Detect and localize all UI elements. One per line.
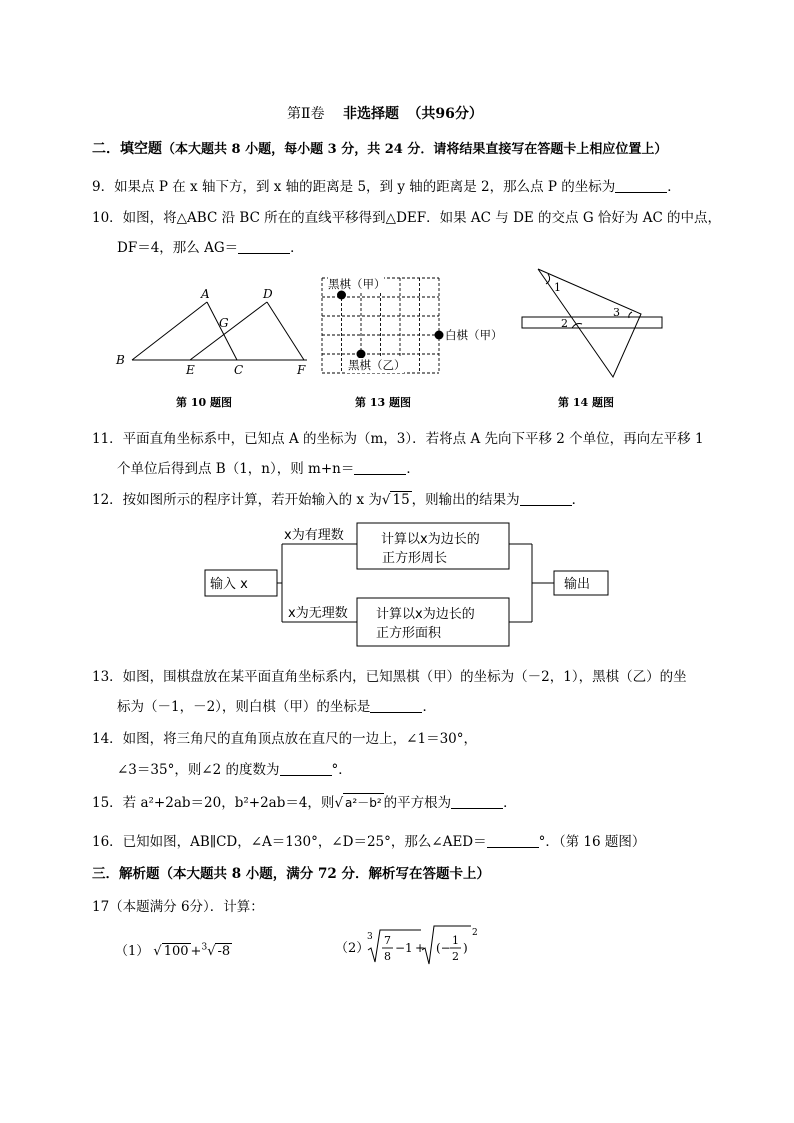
question-14-line2 — [117, 758, 352, 778]
black-stone-a-label: 黑棋（甲） — [328, 277, 386, 291]
question-17-head: 17（本题满分 6分）．计算： — [92, 899, 264, 915]
answer-blank[interactable] — [451, 794, 503, 809]
output-label: 输出 — [564, 577, 591, 592]
part1-label: （1） — [115, 944, 150, 959]
question-13-line1 — [92, 665, 687, 685]
period: ． — [406, 461, 420, 477]
question-12-text: 12．按如图所示的程序计算，若开始输入的 x 为 — [92, 492, 382, 508]
figure-13-caption: 第 13 题图 — [355, 396, 411, 409]
close-paren: ) — [463, 941, 468, 955]
area-line1: 计算以x为边长的 — [376, 607, 475, 622]
question-11-line2 — [117, 457, 420, 477]
section-3-heading: 三．解析题（本大题共 8 小题，满分 72 分．解析写在答题卡上） — [92, 866, 490, 882]
figure-14 — [516, 262, 668, 382]
period: ． — [422, 699, 436, 715]
question-11-text: 个单位后得到点 B（1，n），则 m+n＝ — [117, 461, 355, 477]
part-title: 非选择题 — [342, 106, 399, 122]
question-15-text: 的平方根为 — [383, 795, 452, 811]
area-line2: 正方形面积 — [376, 626, 442, 641]
cube-root: √ -8 — [207, 944, 231, 959]
answer-blank[interactable] — [280, 761, 332, 776]
degree-period: °． — [331, 762, 352, 778]
white-stone-a — [435, 331, 444, 340]
part-label: 第Ⅱ卷 — [287, 106, 325, 122]
open-paren: (− — [436, 941, 451, 955]
fraction-numerator: 7 — [384, 934, 391, 947]
figure-13 — [316, 270, 506, 382]
label-g: G — [219, 316, 229, 330]
ruler — [522, 317, 662, 328]
label-b: B — [116, 353, 125, 367]
question-10-line1 — [92, 206, 721, 226]
question-13-text: 13．如图，围棋盘放在某平面直角坐标系内，已知黑棋（甲）的坐标为（－2，1），黑棋（乙）的坐 — [92, 669, 687, 685]
segment-df — [267, 302, 304, 360]
label-d: D — [263, 287, 273, 301]
plus-sign: + — [415, 941, 426, 955]
fraction-denominator: 8 — [384, 950, 391, 963]
question-16-text: 16．已知如图，AB∥CD，∠A＝130°，∠D＝25°，那么∠AED＝ — [92, 834, 487, 850]
label-f: F — [297, 363, 306, 377]
figure-10 — [112, 282, 317, 382]
label-c: C — [234, 363, 244, 377]
black-stone-a — [337, 291, 346, 300]
input-label: 输入 x — [210, 577, 248, 592]
part-score: （共96分） — [407, 106, 483, 122]
angle-3-label: 3 — [613, 306, 620, 319]
fraction-numerator: 1 — [452, 934, 459, 947]
rational-label: x为有理数 — [284, 528, 344, 543]
fraction-denominator: 2 — [452, 950, 459, 963]
angle-1-label: 1 — [554, 281, 561, 294]
question-16 — [92, 830, 645, 850]
period: ． — [290, 240, 304, 256]
angle-2-label: 2 — [561, 317, 568, 330]
label-e: E — [186, 363, 195, 377]
segment-ac — [207, 302, 237, 360]
angle-1-arc — [546, 274, 550, 284]
figure-10-caption: 第 10 题图 — [176, 396, 232, 409]
page-title — [287, 103, 483, 123]
minus-one: −1 — [395, 941, 413, 955]
answer-blank[interactable] — [520, 491, 572, 506]
question-15-text: 15．若 a²+2ab＝20，b²+2ab＝4，则 — [92, 795, 335, 811]
question-17-part2 — [335, 922, 495, 972]
question-10-line2 — [117, 236, 304, 256]
sqrt-100: √ 100 — [153, 944, 189, 959]
question-14-line1 — [92, 727, 477, 747]
answer-blank[interactable] — [487, 833, 539, 848]
question-15 — [92, 791, 517, 811]
irrational-label: x为无理数 — [288, 606, 348, 621]
question-11-text: 11．平面直角坐标系中，已知点 A 的坐标为（m，3）．若将点 A 先向下平移 2 个单位，再向左平移 1 — [92, 431, 704, 447]
root-index: 3 — [201, 942, 208, 953]
label-a: A — [201, 287, 210, 301]
question-16-tail: °．（第 16 题图） — [538, 834, 646, 850]
radicand: 15 — [392, 492, 410, 508]
answer-blank[interactable] — [238, 239, 290, 254]
radicand: -8 — [217, 944, 231, 959]
plus-sign: + — [190, 944, 202, 959]
question-9 — [92, 175, 681, 195]
question-9-text: 9．如果点 P 在 x 轴下方，到 x 轴的距离是 5，到 y 轴的距离是 2，那么点 P 的坐标为 — [92, 179, 616, 195]
section-heading — [92, 138, 667, 158]
flowchart — [200, 520, 620, 650]
question-12 — [92, 488, 585, 508]
question-17-part1 — [115, 940, 232, 959]
sqrt-expression: √ 15 — [381, 492, 410, 508]
period: ． — [503, 795, 517, 811]
question-11-line1 — [92, 427, 704, 447]
part2-label: （2） — [335, 941, 370, 956]
section-label: 二．填空题 — [92, 141, 162, 157]
period: ． — [667, 179, 681, 195]
question-12-text: ，则输出的结果为 — [411, 492, 520, 508]
section-desc: （本大题共 8 小题，每小题 3 分，共 24 分．请将结果直接写在答题卡上相应位置上） — [162, 142, 668, 157]
question-13-text: 标为（－1，－2），则白棋（甲）的坐标是 — [117, 699, 371, 715]
question-14-text: ∠3＝35°，则∠2 的度数为 — [117, 762, 280, 778]
answer-blank[interactable] — [354, 460, 406, 475]
period: ． — [571, 492, 586, 508]
white-stone-a-label: 白棋（甲） — [445, 328, 503, 342]
question-10-text: 10．如图，将△ABC 沿 BC 所在的直线平移得到△DEF．如果 AC 与 DE 的交点 G 恰好为 AC 的中点， — [92, 210, 722, 226]
sqrt-expression: √ a²－b² — [334, 795, 382, 811]
root-index: 3 — [367, 932, 373, 942]
answer-blank[interactable] — [370, 698, 422, 713]
exponent: 2 — [472, 928, 478, 938]
perimeter-line1: 计算以x为边长的 — [381, 532, 480, 547]
question-14-text: 14．如图，将三角尺的直角顶点放在直尺的一边上，∠1＝30°， — [92, 731, 478, 747]
figure-14-caption: 第 14 题图 — [558, 396, 614, 409]
perimeter-line2: 正方形周长 — [382, 551, 448, 566]
answer-blank[interactable] — [615, 178, 667, 193]
question-13-line2 — [117, 695, 436, 715]
radicand: a²－b² — [343, 793, 384, 811]
question-10-text: DF＝4，那么 AG＝ — [117, 240, 239, 256]
black-stone-b-label: 黑棋（乙） — [348, 358, 406, 372]
segment-ba — [132, 302, 207, 360]
radicand: 100 — [163, 944, 189, 959]
segment-ed — [190, 302, 267, 360]
